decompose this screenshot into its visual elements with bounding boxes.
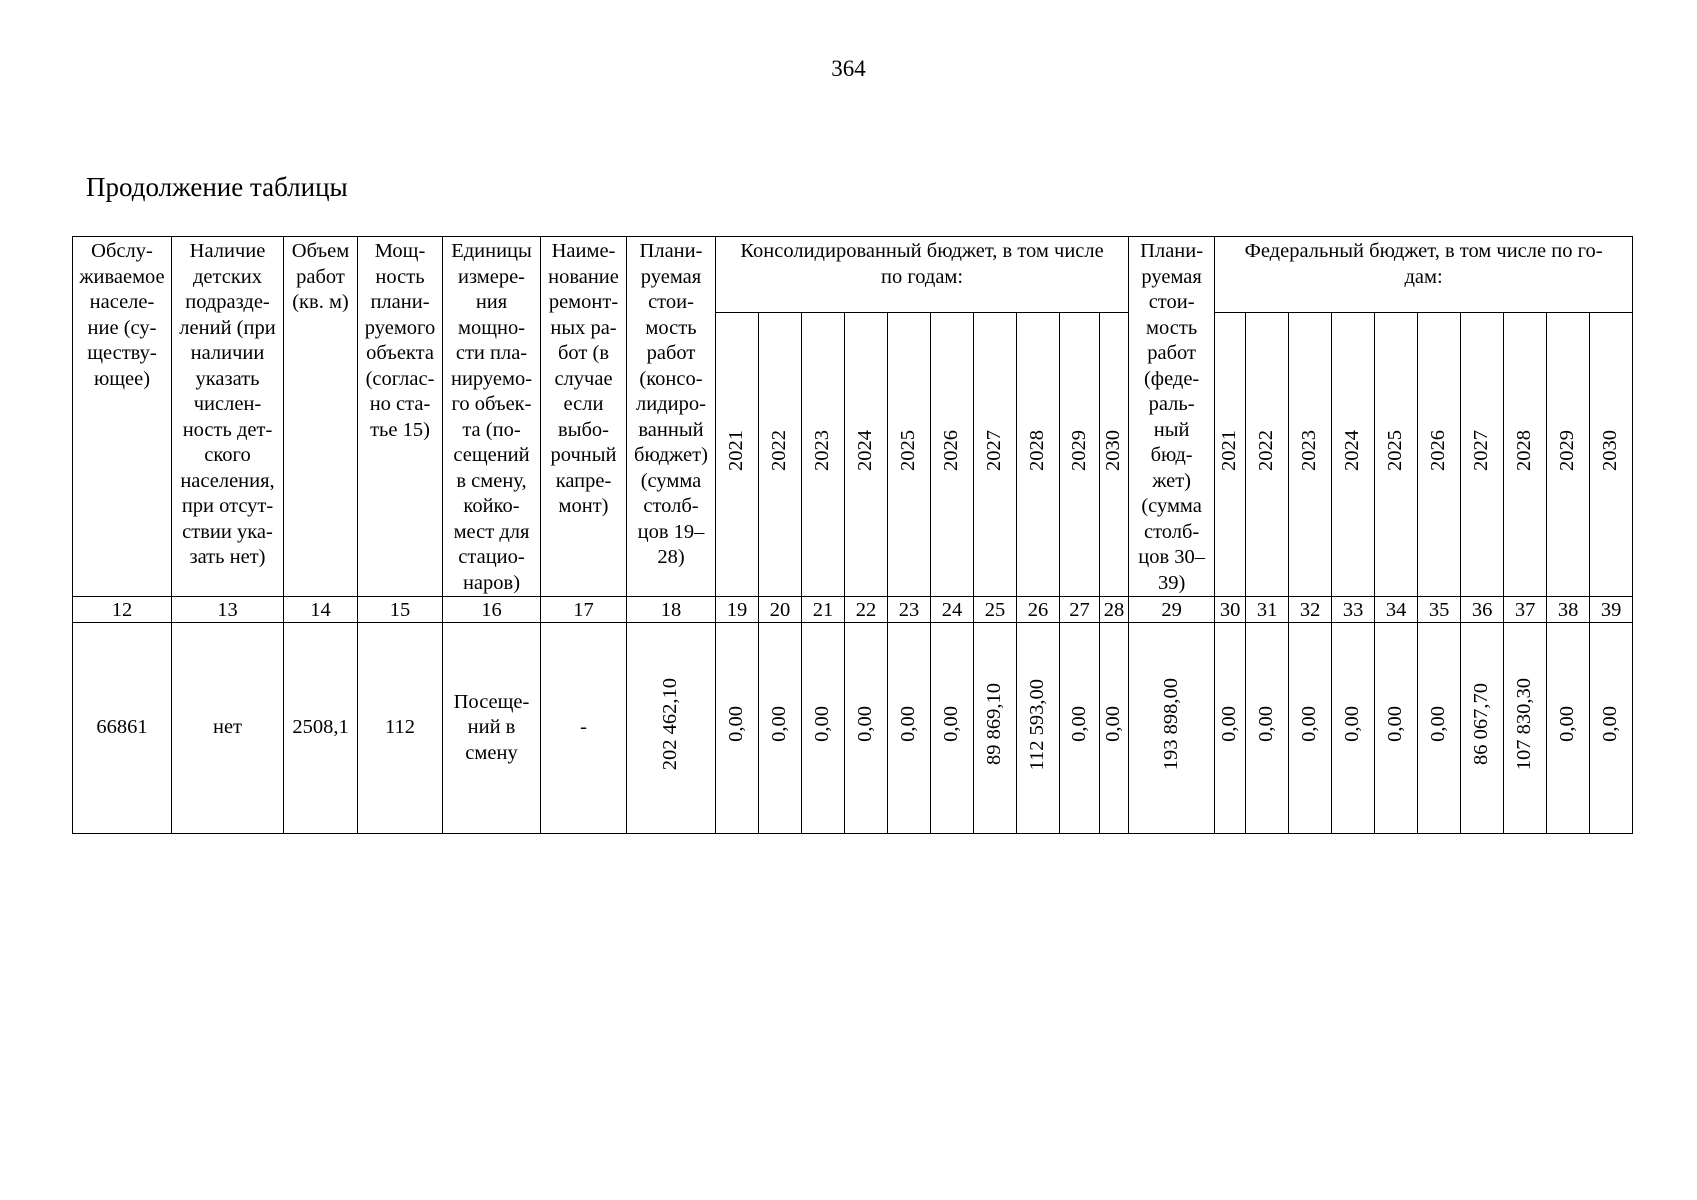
- column-number: 18: [627, 597, 716, 623]
- federal-year-2028: 2028: [1504, 313, 1547, 597]
- column-number: 39: [1590, 597, 1633, 623]
- served-population-value: 66861: [73, 623, 172, 834]
- federal-year-2025: 2025: [1375, 313, 1418, 597]
- federal-2025-value: 0,00: [1375, 623, 1418, 834]
- column-number: 32: [1289, 597, 1332, 623]
- federal-2021-value: 0,00: [1215, 623, 1246, 834]
- federal-2029-value: 0,00: [1547, 623, 1590, 834]
- planned-cost-consolidated-value: 202 462,10: [627, 623, 716, 834]
- consolidated-year-2021: 2021: [716, 313, 759, 597]
- consolidated-year-2027: 2027: [974, 313, 1017, 597]
- header-work-volume: Объем работ (кв. м): [284, 237, 358, 597]
- repair-name-value: -: [541, 623, 627, 834]
- header-served-population: Обслу- живаемое населе- ние (су- ществу- ющее): [73, 237, 172, 597]
- column-number: 37: [1504, 597, 1547, 623]
- column-number: 24: [931, 597, 974, 623]
- consolidated-year-2028: 2028: [1017, 313, 1060, 597]
- federal-year-2022: 2022: [1246, 313, 1289, 597]
- header-planned-cost-federal: Плани- руемая стои- мость работ (феде- раль- ный бюд- жет) (сумма столб- цов 30– 39): [1129, 237, 1215, 597]
- planned-cost-federal-value: 193 898,00: [1129, 623, 1215, 834]
- consolidated-year-2026: 2026: [931, 313, 974, 597]
- table-caption: Продолжение таблицы: [86, 172, 348, 202]
- column-number: 15: [358, 597, 443, 623]
- capacity-units-value: Посеще- ний в смену: [443, 623, 541, 834]
- federal-2027-value: 86 067,70: [1461, 623, 1504, 834]
- federal-2024-value: 0,00: [1332, 623, 1375, 834]
- column-number: 21: [802, 597, 845, 623]
- federal-year-2021: 2021: [1215, 313, 1246, 597]
- federal-year-2023: 2023: [1289, 313, 1332, 597]
- column-number: 35: [1418, 597, 1461, 623]
- federal-2028-value: 107 830,30: [1504, 623, 1547, 834]
- budget-table: [72, 236, 1633, 834]
- column-number: 25: [974, 597, 1017, 623]
- consolidated-2029-value: 0,00: [1060, 623, 1100, 834]
- children-units-value: нет: [172, 623, 284, 834]
- federal-year-2030: 2030: [1590, 313, 1633, 597]
- consolidated-year-2023: 2023: [802, 313, 845, 597]
- column-number: 16: [443, 597, 541, 623]
- column-number: 22: [845, 597, 888, 623]
- column-number: 14: [284, 597, 358, 623]
- column-number: 17: [541, 597, 627, 623]
- column-number: 30: [1215, 597, 1246, 623]
- header-planned-cost-consolidated: Плани- руемая стои- мость работ (консо- лидиро- ванный бюджет) (сумма столб- цов 19– 28): [627, 237, 716, 597]
- federal-year-2024: 2024: [1332, 313, 1375, 597]
- column-number: 36: [1461, 597, 1504, 623]
- column-number: 29: [1129, 597, 1215, 623]
- column-number: 19: [716, 597, 759, 623]
- column-number: 20: [759, 597, 802, 623]
- page-number: 364: [831, 56, 866, 81]
- column-number: 13: [172, 597, 284, 623]
- header-capacity: Мощ- ность плани- руемого объекта (соглас- но ста- тье 15): [358, 237, 443, 597]
- federal-year-2027: 2027: [1461, 313, 1504, 597]
- consolidated-2026-value: 0,00: [931, 623, 974, 834]
- header-consolidated-group: Консолидированный бюджет, в том числе по годам:: [716, 237, 1129, 313]
- column-number: 31: [1246, 597, 1289, 623]
- header-repair-name: Наиме- нование ремонт- ных ра- бот (в случае если выбо- рочный капре- монт): [541, 237, 627, 597]
- consolidated-2025-value: 0,00: [888, 623, 931, 834]
- federal-2023-value: 0,00: [1289, 623, 1332, 834]
- consolidated-2030-value: 0,00: [1100, 623, 1129, 834]
- column-number: 38: [1547, 597, 1590, 623]
- column-number: 27: [1060, 597, 1100, 623]
- header-children-units: Наличие детских подразде- лений (при наличии указать числен- ность дет- ского населения, при отсут- ствии ука- зать нет): [172, 237, 284, 597]
- header-federal-group: Федеральный бюджет, в том числе по го- дам:: [1215, 237, 1633, 313]
- consolidated-year-2030: 2030: [1100, 313, 1129, 597]
- column-number-row: [73, 597, 1633, 623]
- consolidated-2024-value: 0,00: [845, 623, 888, 834]
- consolidated-2023-value: 0,00: [802, 623, 845, 834]
- federal-2026-value: 0,00: [1418, 623, 1461, 834]
- consolidated-year-2025: 2025: [888, 313, 931, 597]
- column-number: 23: [888, 597, 931, 623]
- consolidated-2022-value: 0,00: [759, 623, 802, 834]
- federal-2030-value: 0,00: [1590, 623, 1633, 834]
- consolidated-2021-value: 0,00: [716, 623, 759, 834]
- work-volume-value: 2508,1: [284, 623, 358, 834]
- column-number: 26: [1017, 597, 1060, 623]
- consolidated-year-2029: 2029: [1060, 313, 1100, 597]
- federal-year-2026: 2026: [1418, 313, 1461, 597]
- column-number: 33: [1332, 597, 1375, 623]
- column-number: 34: [1375, 597, 1418, 623]
- federal-year-2029: 2029: [1547, 313, 1590, 597]
- column-number: 28: [1100, 597, 1129, 623]
- consolidated-year-2024: 2024: [845, 313, 888, 597]
- table-row: [73, 623, 1633, 834]
- header-row-top: [73, 237, 1633, 313]
- consolidated-2028-value: 112 593,00: [1017, 623, 1060, 834]
- consolidated-year-2022: 2022: [759, 313, 802, 597]
- capacity-value: 112: [358, 623, 443, 834]
- federal-2022-value: 0,00: [1246, 623, 1289, 834]
- header-capacity-units: Единицы измере- ния мощно- сти пла- нируемо- го объек- та (по- сещений в смену, койко- мест для стацио- наров): [443, 237, 541, 597]
- column-number: 12: [73, 597, 172, 623]
- consolidated-2027-value: 89 869,10: [974, 623, 1017, 834]
